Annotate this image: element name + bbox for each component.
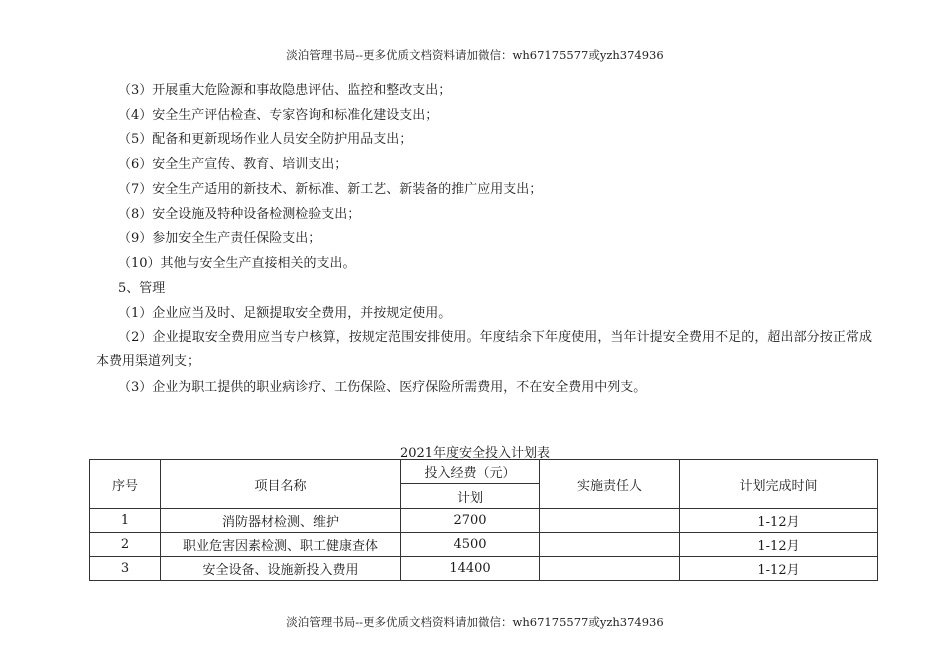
- cell-responsible-person: [540, 557, 680, 581]
- cell-project-name: 安全设备、设施新投入费用: [161, 557, 401, 581]
- item-9: （9）参加安全生产责任保险支出；: [118, 231, 322, 246]
- header-completion-time: 计划完成时间: [680, 460, 878, 509]
- header-project-name: 项目名称: [161, 460, 401, 509]
- page-header: 淡泊管理书局--更多优质文档资料请加微信：wh67175577或yzh374936: [286, 48, 664, 62]
- cell-responsible-person: [540, 509, 680, 533]
- table-title: 2021年度安全投入计划表: [399, 446, 551, 461]
- item-7: （7）安全生产适用的新技术、新标准、新工艺、新装备的推广应用支出；: [118, 182, 543, 197]
- investment-plan-table: [89, 459, 878, 581]
- header-plan: 计划: [401, 484, 540, 509]
- cell-no: 2: [90, 533, 161, 557]
- section-heading-management: 5、管理: [118, 281, 166, 296]
- cell-completion-time: 1-12月: [680, 509, 878, 533]
- item-4: （4）安全生产评估检查、专家咨询和标准化建设支出；: [118, 108, 439, 123]
- header-no: 序号: [90, 460, 161, 509]
- item-8: （8）安全设施及特种设备检测检验支出；: [118, 207, 361, 222]
- management-item-3: （3）企业为职工提供的职业病诊疗、工伤保险、医疗保险所需费用，不在安全费用中列支。: [118, 380, 647, 395]
- management-item-1: （1）企业应当及时、足额提取安全费用，并按规定使用。: [118, 306, 452, 321]
- table-row: [90, 509, 878, 533]
- management-item-2: （2）企业提取安全费用应当专户核算，按规定范围安排使用。年度结余下年度使用，当年计提安全费用不足的，超出部分按正常成本费用渠道列支；: [96, 330, 872, 369]
- cell-completion-time: 1-12月: [680, 557, 878, 581]
- cell-project-name: 职业危害因素检测、职工健康查体: [161, 533, 401, 557]
- cell-no: 3: [90, 557, 161, 581]
- table-row: [90, 533, 878, 557]
- item-10: （10）其他与安全生产直接相关的支出。: [118, 256, 356, 271]
- cell-plan: 14400: [401, 557, 540, 581]
- item-3: （3）开展重大危险源和事故隐患评估、监控和整改支出；: [118, 83, 452, 98]
- cell-plan: 4500: [401, 533, 540, 557]
- cell-no: 1: [90, 509, 161, 533]
- table-header-row: [90, 460, 878, 484]
- item-6: （6）安全生产宣传、教育、培训支出；: [118, 157, 348, 172]
- item-5: （5）配备和更新现场作业人员安全防护用品支出；: [118, 132, 413, 147]
- cell-responsible-person: [540, 533, 680, 557]
- header-responsible-person: 实施责任人: [540, 460, 680, 509]
- cell-completion-time: 1-12月: [680, 533, 878, 557]
- table-row: [90, 557, 878, 581]
- page-footer: 淡泊管理书局--更多优质文档资料请加微信：wh67175577或yzh374936: [286, 615, 664, 629]
- cell-project-name: 消防器材检测、维护: [161, 509, 401, 533]
- header-funds: 投入经费（元）: [401, 460, 540, 484]
- cell-plan: 2700: [401, 509, 540, 533]
